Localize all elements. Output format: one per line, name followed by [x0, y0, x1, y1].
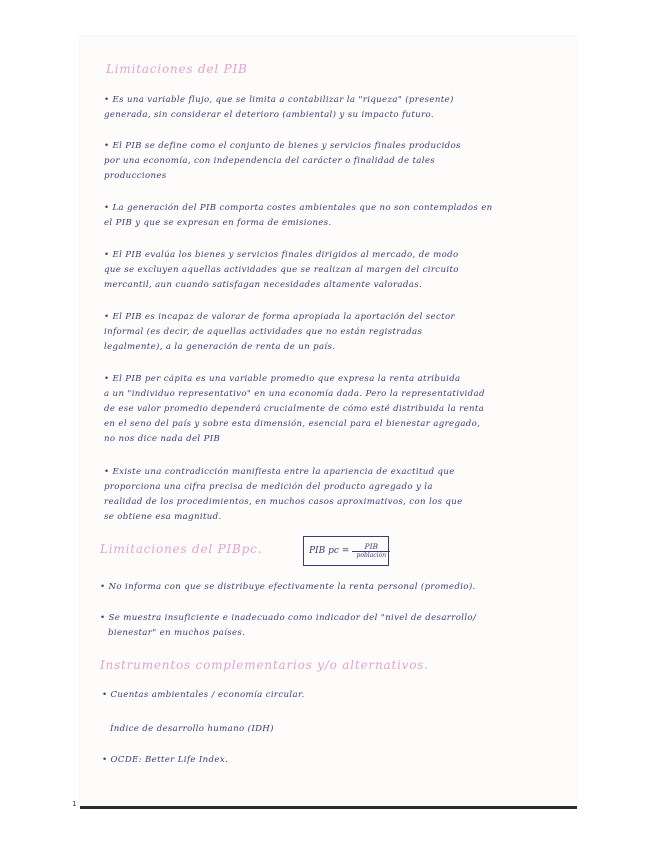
- formula-numerator: PIB: [364, 542, 379, 551]
- text-line: • El PIB evalúa los bienes y servicios finales dirigidos al mercado, de modo: [104, 250, 459, 260]
- text-line: Índice de desarrollo humano (IDH): [110, 724, 274, 734]
- paragraph-sector-informal: [104, 310, 554, 355]
- text-line: por una economía, con independencia del carácter o finalidad de tales: [104, 156, 436, 166]
- paragraph-bienes-mercado: [104, 248, 554, 293]
- text-line: no nos dice nada del PIB: [104, 434, 221, 444]
- text-line: • La generación del PIB comporta costes ambientales que no son contemplados en: [104, 203, 493, 213]
- text-line: • Es una variable flujo, que se limita a contabilizar la "riqueza" (presente): [104, 95, 454, 105]
- text-line: producciones: [104, 171, 167, 181]
- paragraph-pib-flujo: [104, 93, 554, 123]
- text-line: a un "individuo representativo" en una economía dada. Pero la representatividad: [104, 389, 485, 399]
- text-line: • El PIB se define como el conjunto de bienes y servicios finales producidos: [104, 141, 461, 151]
- text-line: generada, sin considerar el deterioro (ambiental) y su impacto futuro.: [104, 110, 434, 120]
- text-line: que se excluyen aquellas actividades que se realizan al margen del circuito: [104, 265, 459, 275]
- text-line: • El PIB per cápita es una variable promedio que expresa la renta atribuida: [104, 374, 461, 384]
- section-heading-limitaciones-pibpc: Limitaciones del PIBpc.: [100, 542, 263, 556]
- text-line: en el seno del país y sobre esta dimensión, esencial para el bienestar agregado,: [104, 419, 481, 429]
- paragraph-no-informa: [100, 580, 550, 595]
- list-item-ocde: [102, 753, 552, 768]
- text-line: realidad de los procedimientos, en muchos casos aproximativos, con los que: [104, 497, 463, 507]
- text-line: • Existe una contradicción manifiesta entre la apariencia de exactitud que: [104, 467, 455, 477]
- text-line: • OCDE: Better Life Index.: [102, 755, 229, 765]
- paragraph-pib-per-capita: [104, 372, 554, 447]
- text-line: • Se muestra insuficiente e inadecuado como indicador del "nivel de desarrollo/: [100, 613, 477, 623]
- text-line: se obtiene esa magnitud.: [104, 512, 222, 522]
- text-line: de ese valor promedio dependerá crucialmente de cómo esté distribuida la renta: [104, 404, 485, 414]
- notebook-page: [80, 36, 577, 808]
- list-item-idh: [110, 722, 560, 737]
- text-line: el PIB y que se expresan en forma de emisiones.: [104, 218, 332, 228]
- text-line: • No informa con que se distribuye efectivamente la renta personal (promedio).: [100, 582, 476, 592]
- text-line: bienestar" en muchos países.: [108, 628, 246, 638]
- text-line: informal (es decir, de aquellas actividades que no están registradas: [104, 327, 423, 337]
- formula-fraction: [352, 542, 390, 560]
- text-line: • El PIB es incapaz de valorar de forma apropiada la aportación del sector: [104, 312, 455, 322]
- paragraph-pib-definicion: [104, 139, 554, 184]
- page-number: 1: [72, 800, 77, 808]
- paragraph-costes-ambientales: [104, 201, 554, 231]
- text-line: legalmente), a la generación de renta de un país.: [104, 342, 336, 352]
- text-line: mercantil, aun cuando satisfagan necesidades altamente valoradas.: [104, 280, 423, 290]
- formula-denominator: población: [356, 552, 387, 559]
- text-line: proporciona una cifra precisa de medición del producto agregado y la: [104, 482, 433, 492]
- section-heading-limitaciones-pib: Limitaciones del PIB: [106, 62, 248, 76]
- formula-lhs: PIB pc =: [309, 546, 350, 556]
- list-item-cuentas-ambientales: [102, 688, 552, 703]
- page-bottom-edge: [80, 806, 577, 809]
- section-heading-instrumentos: Instrumentos complementarios y/o alternativos.: [100, 658, 429, 672]
- paragraph-insuficiente: [100, 611, 550, 641]
- paragraph-contradiccion: [104, 465, 554, 525]
- text-line: • Cuentas ambientales / economía circular.: [102, 690, 305, 700]
- formula-pib-per-capita: [303, 536, 389, 566]
